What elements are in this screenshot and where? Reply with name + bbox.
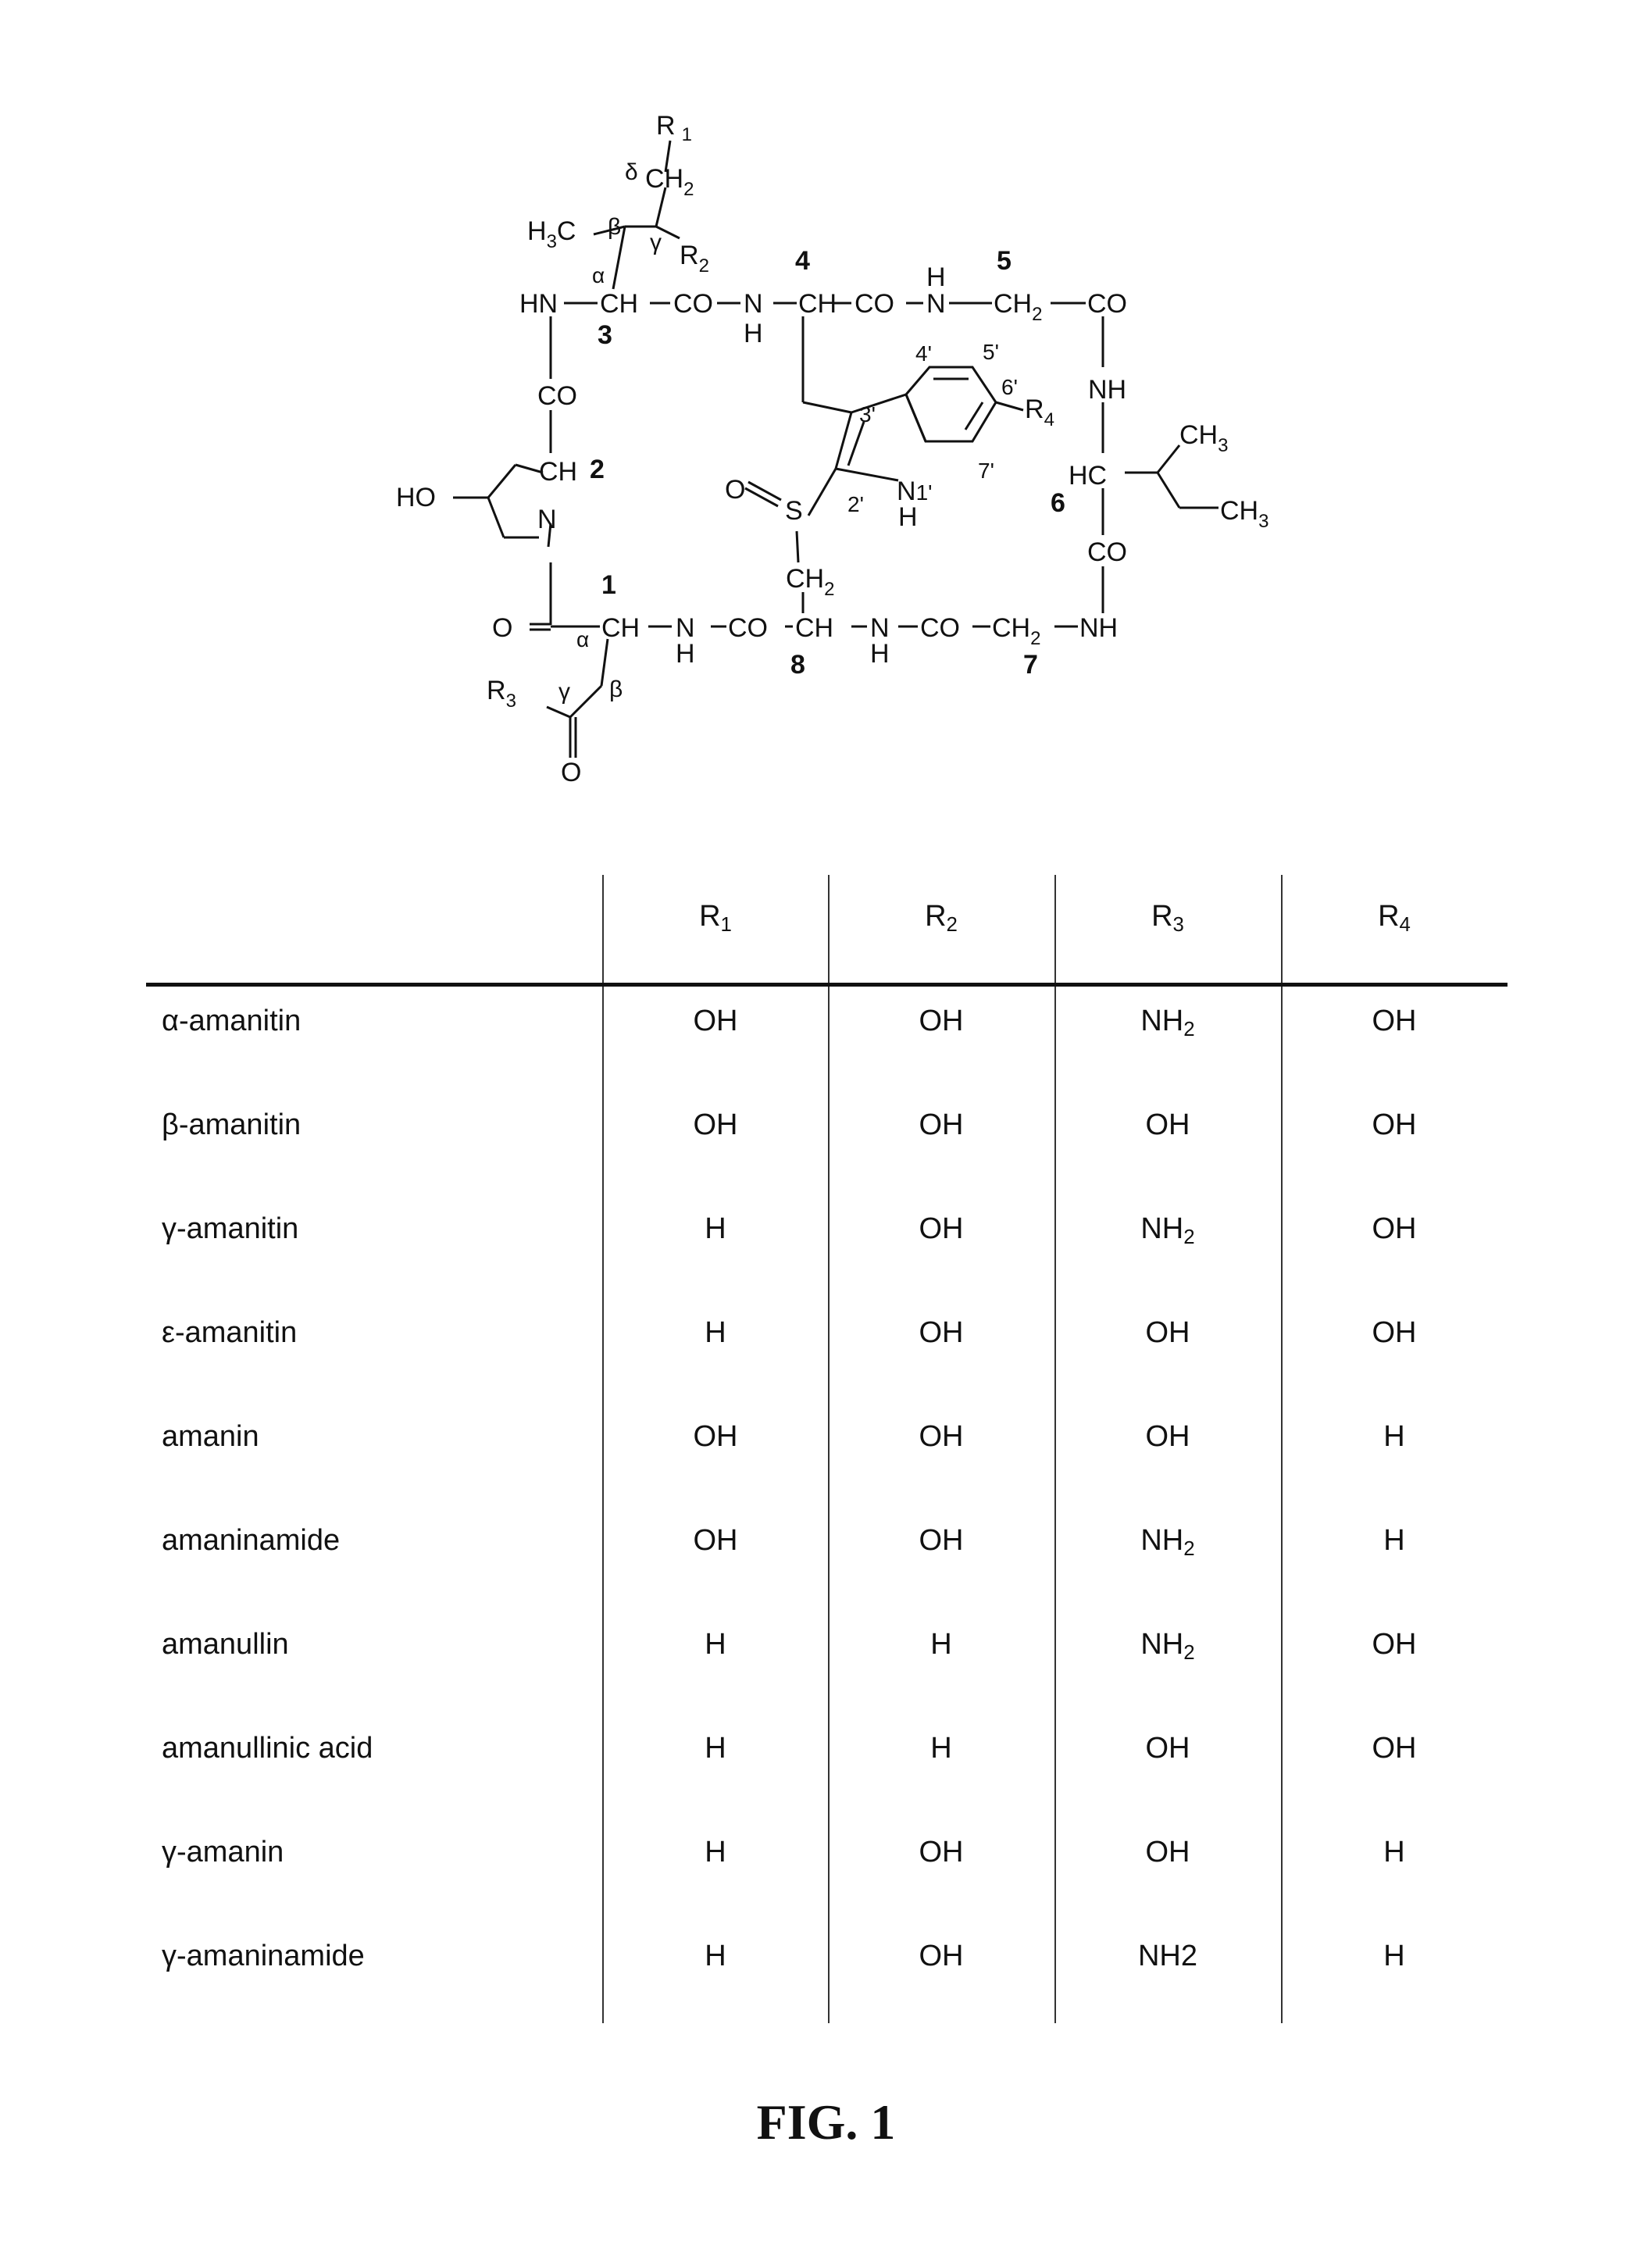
residue-6: 6 <box>1051 488 1065 518</box>
cell-r3: NH2 <box>1137 1940 1198 1972</box>
co-5: CO <box>1087 289 1127 319</box>
r2-label: $R_2$ <box>680 241 709 277</box>
ch3-b: $CH_3$ <box>1220 496 1269 532</box>
co-6: CO <box>1087 537 1127 567</box>
header-r3: $R_3$ <box>1151 900 1184 937</box>
ch2-8: $CH_2$ <box>786 564 835 600</box>
r4-label: $R_4$ <box>1025 394 1054 430</box>
header-r2: $R_2$ <box>925 900 958 937</box>
gamma-top-label: γ <box>650 230 662 255</box>
cell-r1: H <box>705 1732 726 1765</box>
ch-4: CH <box>798 289 837 319</box>
co-left: CO <box>537 381 577 411</box>
h-5: H <box>926 262 946 292</box>
cell-r4: OH <box>1372 1108 1417 1141</box>
ch2-top-label: $CH_2$ <box>645 164 694 200</box>
beta-top-label: β <box>608 214 622 240</box>
cell-r1: H <box>705 1940 726 1972</box>
h-8: H <box>870 639 890 669</box>
figure-caption: FIG. 1 <box>756 2094 896 2150</box>
header-rule <box>146 983 1507 987</box>
cell-r3: OH <box>1145 1420 1190 1453</box>
cell-r4: H <box>1383 1420 1405 1453</box>
residue-7: 7 <box>1023 650 1038 680</box>
cell-r1: H <box>705 1316 726 1349</box>
row-compound-name: γ-amanitin <box>162 1212 299 1245</box>
residue-3: 3 <box>598 320 612 350</box>
cell-r3: $NH_2$ <box>1140 1212 1195 1249</box>
o-bottom: O <box>561 758 582 787</box>
alpha-1-label: α <box>576 627 590 651</box>
o-1: O <box>492 613 513 643</box>
cell-r4: OH <box>1372 1212 1417 1245</box>
cell-r4: OH <box>1372 1005 1417 1037</box>
h3c-label: $H_3C$ <box>527 216 576 252</box>
hc-6: HC <box>1069 461 1108 491</box>
cell-r2: OH <box>919 1212 964 1245</box>
co-8: CO <box>728 613 768 643</box>
residue-8: 8 <box>790 650 805 680</box>
cell-r4: OH <box>1372 1732 1417 1765</box>
r3-label: $R_3$ <box>487 676 516 712</box>
n-proline: N <box>537 505 557 534</box>
n-1: N <box>676 613 695 643</box>
row-compound-name: amanullinic acid <box>162 1732 373 1765</box>
n-5: N <box>926 289 946 319</box>
ch-3: CH <box>600 289 639 319</box>
ch2-7: $CH_2$ <box>992 613 1041 649</box>
cell-r3: OH <box>1145 1732 1190 1765</box>
cell-r2: OH <box>919 1524 964 1557</box>
cell-r2: OH <box>919 1316 964 1349</box>
cell-r4: H <box>1383 1940 1405 1972</box>
cell-r3: $NH_2$ <box>1140 1005 1195 1041</box>
row-compound-name: amaninamide <box>162 1524 341 1557</box>
column-divider <box>602 875 604 2023</box>
cell-r1: OH <box>693 1108 738 1141</box>
cell-r4: H <box>1383 1524 1405 1557</box>
cell-r1: OH <box>693 1524 738 1557</box>
row-compound-name: ε-amanitin <box>162 1316 298 1349</box>
nh-6: NH <box>1088 375 1127 405</box>
cell-r3: OH <box>1145 1316 1190 1349</box>
cell-r2: H <box>930 1628 952 1661</box>
ho-label: HO <box>396 483 436 512</box>
n-4: N <box>744 289 763 319</box>
header-r4: $R_4$ <box>1378 900 1411 937</box>
pos-3-prime: 3' <box>859 402 876 427</box>
alpha-3-label: α <box>592 263 605 287</box>
residue-4: 4 <box>795 246 810 276</box>
beta-bottom-label: β <box>609 676 623 702</box>
ch-8: CH <box>795 613 834 643</box>
nh-7: NH <box>1079 613 1119 643</box>
row-compound-name: α-amanitin <box>162 1005 301 1037</box>
cell-r2: OH <box>919 1108 964 1141</box>
row-compound-name: γ-amaninamide <box>162 1940 365 1972</box>
pos-5-prime: 5' <box>983 340 999 364</box>
cell-r1: H <box>705 1628 726 1661</box>
pos-2-prime: 2' <box>847 492 864 516</box>
h-4: H <box>744 319 763 348</box>
n-8: N <box>870 613 890 643</box>
cell-r2: OH <box>919 1005 964 1037</box>
hn-3: HN <box>519 289 558 319</box>
residue-5: 5 <box>997 246 1012 276</box>
gamma-bottom-label: γ <box>558 679 570 705</box>
cell-r2: OH <box>919 1836 964 1869</box>
pos-4-prime: 4' <box>915 341 932 366</box>
cell-r3: OH <box>1145 1836 1190 1869</box>
cell-r1: OH <box>693 1420 738 1453</box>
cell-r4: H <box>1383 1836 1405 1869</box>
header-r1: $R_1$ <box>699 900 732 937</box>
cell-r4: OH <box>1372 1316 1417 1349</box>
cell-r1: H <box>705 1212 726 1245</box>
cell-r2: OH <box>919 1940 964 1972</box>
ch-2: CH <box>539 457 578 487</box>
co-7: CO <box>920 613 960 643</box>
sulfoxide-o: O <box>725 475 746 505</box>
row-compound-name: β-amanitin <box>162 1108 301 1141</box>
row-compound-name: amanin <box>162 1420 259 1453</box>
cell-r1: OH <box>693 1005 738 1037</box>
cell-r2: OH <box>919 1420 964 1453</box>
co-3: CO <box>673 289 713 319</box>
ch3-a: $CH_3$ <box>1179 420 1229 456</box>
row-compound-name: amanullin <box>162 1628 289 1661</box>
cell-r3: OH <box>1145 1108 1190 1141</box>
cell-r3: $NH_2$ <box>1140 1628 1195 1665</box>
sulfur: S <box>785 496 803 526</box>
row-compound-name: γ-amanin <box>162 1836 284 1869</box>
pos-7-prime: 7' <box>978 459 994 483</box>
column-divider <box>1054 875 1056 2023</box>
indole-n1: N1' <box>897 477 933 506</box>
residue-2: 2 <box>590 455 605 484</box>
co-4: CO <box>855 289 894 319</box>
column-divider <box>1281 875 1283 2023</box>
cell-r4: OH <box>1372 1628 1417 1661</box>
h-1: H <box>676 639 695 669</box>
ch2-5: $CH_2$ <box>994 289 1043 325</box>
cell-r1: H <box>705 1836 726 1869</box>
cell-r3: $NH_2$ <box>1140 1524 1195 1561</box>
ch-1: CH <box>601 613 640 643</box>
residue-1: 1 <box>601 570 616 600</box>
indole-h: H <box>898 502 918 532</box>
cell-r2: H <box>930 1732 952 1765</box>
r1-label: R $_1$ <box>656 111 692 145</box>
delta-label: δ <box>625 159 638 185</box>
column-divider <box>828 875 830 2023</box>
pos-6-prime: 6' <box>1001 375 1018 399</box>
